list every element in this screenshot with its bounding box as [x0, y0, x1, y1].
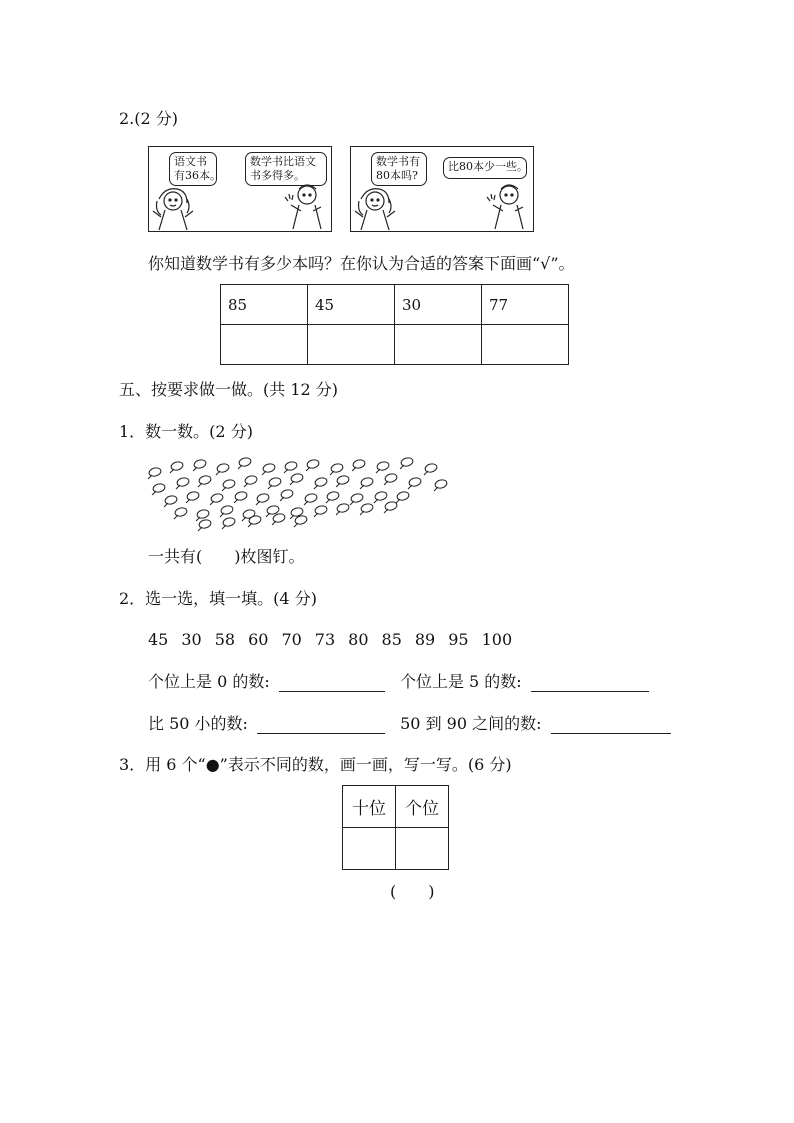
thumbtack-pin: [262, 471, 266, 475]
thumbtack-pin: [234, 499, 238, 503]
thumbtack-icon: [374, 491, 388, 502]
thumbtack-icon: [336, 475, 350, 486]
answer-checkbox-cell[interactable]: [395, 325, 482, 365]
thumbtack-icon: [326, 491, 340, 502]
thumbtack-icon: [314, 477, 328, 488]
thumbtack-pin: [148, 475, 152, 479]
thumbtack-pin: [280, 497, 284, 501]
thumbtack-pin: [314, 513, 318, 517]
thumbtack-pin: [350, 501, 354, 505]
tens-column-header: 十位: [343, 786, 396, 828]
option-cell: 45: [308, 285, 395, 325]
thumbtack-pin: [400, 465, 404, 469]
children-illustration: [351, 177, 533, 231]
ones-zero-row: 个位上是 0 的数: 个位上是 5 的数:: [148, 672, 649, 692]
thumbtack-icon: [148, 467, 162, 478]
thumbtack-icon: [360, 503, 374, 514]
thumbtack-pin: [220, 513, 224, 517]
ones-zero-answer-line[interactable]: [279, 691, 385, 692]
thumbtack-pin: [384, 481, 388, 485]
tens-draw-cell[interactable]: [343, 828, 396, 870]
thumbtack-pin: [244, 483, 248, 487]
between-50-90-answer-line[interactable]: [551, 733, 671, 734]
thumbtack-pin: [306, 467, 310, 471]
thumbtack-icon: [234, 491, 248, 502]
thumbtack-pin: [384, 509, 388, 513]
option-cell: 30: [395, 285, 482, 325]
thumbtack-icon: [396, 491, 410, 502]
thumbtack-icon: [222, 517, 236, 528]
thumbtack-icon: [290, 473, 304, 484]
thumbtack-icon: [336, 503, 350, 514]
speech-bubble-girl: 语文书 有36本。: [169, 152, 217, 186]
thumbtack-pin: [360, 511, 364, 515]
thumbtack-pin: [352, 467, 356, 471]
option-cell: 77: [482, 285, 569, 325]
thumbtack-icon: [376, 461, 390, 472]
thumbtack-icon: [400, 457, 414, 468]
thumbtack-icon: [216, 463, 230, 474]
thumbtack-pin: [256, 501, 260, 505]
ones-draw-cell[interactable]: [396, 828, 449, 870]
ones-five-answer-line[interactable]: [531, 691, 649, 692]
thumbtack-pin: [374, 499, 378, 503]
thumbtack-icon: [384, 501, 398, 512]
thumbtack-pin: [193, 467, 197, 471]
thumbtack-icon: [222, 479, 236, 490]
thumbtack-icon: [238, 457, 252, 468]
number-answer-parens[interactable]: ( ): [390, 882, 435, 901]
thumbtack-icon: [360, 477, 374, 488]
children-illustration: [149, 177, 331, 231]
less-than-50-answer-line[interactable]: [257, 733, 385, 734]
thumbtack-icon: [174, 507, 188, 518]
thumbtack-pin: [336, 511, 340, 515]
thumbtack-pin: [290, 481, 294, 485]
question-1-label: 1．数一数。(2 分): [119, 422, 253, 441]
thumbtack-icon: [210, 493, 224, 504]
thumbtack-icon: [262, 463, 276, 474]
thumbtack-pin: [294, 523, 298, 527]
thumbtack-icon: [170, 461, 184, 472]
thumbtack-pin: [164, 503, 168, 507]
thumbtack-pin: [248, 523, 252, 527]
thumbtack-icon: [268, 477, 282, 488]
question-2-label: 2．选一选，填一填。(4 分): [119, 589, 317, 608]
thumbtack-icon: [220, 505, 234, 516]
thumbtack-icon: [306, 459, 320, 470]
thumbtack-pin: [268, 485, 272, 489]
section-5-title: 五、按要求做一做。(共 12 分): [119, 380, 339, 399]
thumbtack-pin: [360, 485, 364, 489]
thumbtack-pin: [376, 469, 380, 473]
thumbtack-icon: [152, 483, 166, 494]
answer-checkbox-cell[interactable]: [221, 325, 308, 365]
thumbtack-pin: [424, 471, 428, 475]
thumbtack-icon: [314, 505, 328, 516]
thumbtack-icon: [244, 475, 258, 486]
thumbtack-pin: [174, 515, 178, 519]
question-1-answer: 一共有( )枚图钉。: [148, 547, 305, 566]
thumbtack-pin: [186, 499, 190, 503]
place-value-table: [342, 785, 449, 870]
thumbtack-pin: [304, 501, 308, 505]
thumbtack-pin: [176, 485, 180, 489]
thumbtack-pin: [222, 487, 226, 491]
answer-options-table: [220, 284, 569, 365]
number-list: 45 30 58 60 70 73 80 85 89 95 100: [148, 630, 513, 649]
thumbtack-icon: [256, 493, 270, 504]
answer-checkbox-cell[interactable]: [482, 325, 569, 365]
thumbtack-icon: [198, 475, 212, 486]
thumbtack-icon: [304, 493, 318, 504]
thumbtack-icon: [186, 491, 200, 502]
thumbtack-pin: [284, 469, 288, 473]
thumbtack-icon: [350, 493, 364, 504]
thumbtack-icon: [408, 477, 422, 488]
thumbtack-icon: [352, 459, 366, 470]
thumbtack-icon: [284, 461, 298, 472]
thumbtack-icon: [176, 477, 190, 488]
thumbtack-pin: [152, 491, 156, 495]
speech-bubble-boy: 比80本少一些。: [443, 157, 527, 179]
thumbtack-pin: [326, 499, 330, 503]
thumbtack-pin: [216, 471, 220, 475]
thumbtack-icon: [280, 489, 294, 500]
question-2-text: 你知道数学书有多少本吗？在你认为合适的答案下面画“√”。: [148, 254, 575, 273]
question-3-label: 3．用 6 个“●”表示不同的数，画一画，写一写。(6 分): [119, 755, 512, 774]
thumbtack-pin: [238, 465, 242, 469]
thumbtack-pin: [198, 483, 202, 487]
thumbtack-icon: [424, 463, 438, 474]
thumbtack-icon: [164, 495, 178, 506]
option-cell: 85: [221, 285, 308, 325]
thumbtack-icon: [193, 459, 207, 470]
thumbtack-icon: [330, 463, 344, 474]
comic-panel-2: [350, 146, 534, 232]
thumbtack-pin: [222, 525, 226, 529]
comparison-row: 比 50 小的数: 50 到 90 之间的数:: [148, 714, 671, 734]
thumbtack-pin: [314, 485, 318, 489]
thumbtack-pin: [170, 469, 174, 473]
thumbtack-pin: [336, 483, 340, 487]
thumbtack-pin: [196, 517, 200, 521]
thumbtack-icon: [384, 473, 398, 484]
thumbtack-pin: [408, 485, 412, 489]
speech-bubble-boy: 数学书比语文 书多得多。: [245, 152, 327, 186]
thumbtacks-illustration: [145, 452, 455, 532]
thumbtack-pin: [290, 515, 294, 519]
thumbtack-pin: [198, 527, 202, 531]
ones-column-header: 个位: [396, 786, 449, 828]
thumbtack-icon: [196, 509, 210, 520]
thumbtack-pin: [396, 499, 400, 503]
comic-panel-1: [148, 146, 332, 232]
thumbtack-pin: [242, 517, 246, 521]
thumbtack-pin: [272, 521, 276, 525]
thumbtack-pin: [266, 513, 270, 517]
answer-checkbox-cell[interactable]: [308, 325, 395, 365]
thumbtack-pin: [210, 501, 214, 505]
thumbtack-icon: [198, 519, 212, 530]
thumbtack-pin: [330, 471, 334, 475]
thumbtack-pin: [434, 487, 438, 491]
speech-bubble-girl: 数学书有 80本吗?: [371, 152, 427, 186]
question-2-header: 2.(2 分): [119, 109, 179, 128]
thumbtack-icon: [434, 479, 448, 490]
